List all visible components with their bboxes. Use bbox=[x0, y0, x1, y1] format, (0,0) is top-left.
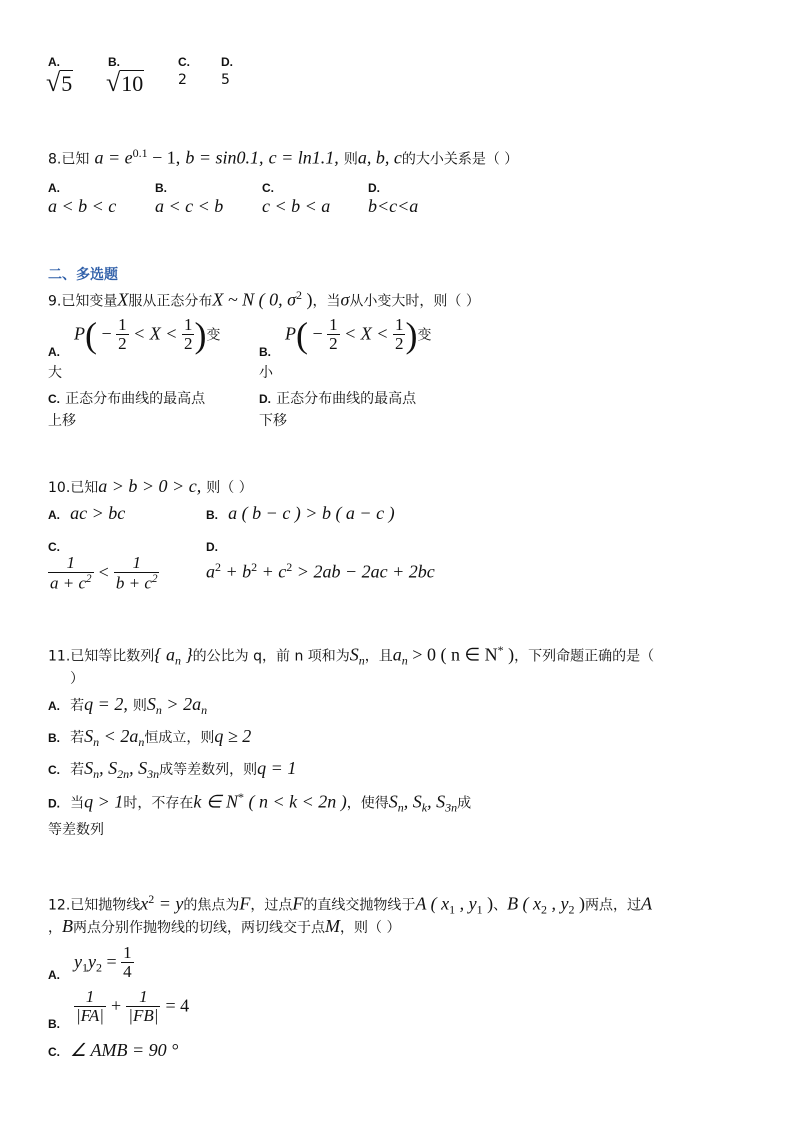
q9-option-c-line2: 上移 bbox=[48, 413, 76, 429]
q10-option-c-value: $\frac{1}{a + c^2}$ < $\frac{1}{b + c^2}$ bbox=[50, 553, 158, 593]
q7-option-b-label: B. bbox=[108, 55, 120, 69]
q9-option-c: C. 正态分布曲线的最高点 bbox=[48, 391, 206, 407]
q8-option-b-label: B. bbox=[155, 181, 167, 195]
q8-option-b-value: a < c < b bbox=[155, 196, 224, 216]
q8-option-c-label: C. bbox=[262, 181, 274, 195]
q10-stem: 10.已知a > b > 0 > c, 则（ ） bbox=[48, 476, 253, 496]
q7-option-a-label: A. bbox=[48, 55, 60, 69]
q9-option-a-suffix: 大 bbox=[48, 365, 62, 381]
q12-option-c: C. ∠ AMB = 90 ° bbox=[48, 1040, 179, 1060]
q7-option-a-value: √5 bbox=[46, 68, 73, 97]
q9-option-d-line2: 下移 bbox=[259, 413, 287, 429]
q12-option-a-label: A. bbox=[48, 968, 60, 982]
q9-option-a-label: A. bbox=[48, 345, 60, 359]
q9-option-a-value: P( − $\frac{1}{2}$ < X < $\frac{1}{2}$ )变 bbox=[74, 314, 221, 355]
q9-option-b-value: P( − $\frac{1}{2}$ < X < $\frac{1}{2}$ )变 bbox=[285, 314, 432, 355]
q7-option-c-label: C. bbox=[178, 55, 190, 69]
q12-option-a-value: $y_1y_2$ = $\frac{1}{4}$ bbox=[74, 943, 132, 981]
q8-option-c-value: c < b < a bbox=[262, 196, 331, 216]
q12-stem: 12.已知抛物线$x^2 = y$的焦点为F，过点F的直线交抛物线于A ( $x_1$ , $y_1$ )、B ( $x_2$ , $y_2$ )两点，过A bbox=[48, 892, 653, 917]
q8-option-a-label: A. bbox=[48, 181, 60, 195]
q7-option-b-value: √10 bbox=[106, 68, 144, 97]
q12-option-b-value: $\frac{1}{|FA|}$ + $\frac{1}{|FB|}$ = 4 bbox=[76, 987, 190, 1025]
q9-option-d: D. 正态分布曲线的最高点 bbox=[259, 391, 417, 407]
q12-option-b-label: B. bbox=[48, 1017, 60, 1031]
q10-option-b: B. a ( b − c ) > b ( a − c ) bbox=[206, 503, 395, 523]
q11-option-a: A. 若q = 2, 则$S_n > 2a_n$ bbox=[48, 694, 208, 718]
q10-option-a: A. ac > bc bbox=[48, 503, 126, 523]
section-title-multiple-choice: 二、多选题 bbox=[48, 267, 118, 283]
q11-option-b: B. 若$S_n < 2a_n$恒成立，则q ≥ 2 bbox=[48, 726, 252, 750]
q10-option-d-label: D. bbox=[206, 540, 218, 554]
q10-option-d-value: $a^2 + b^2 + c^2 > 2ab - 2ac + 2bc$ bbox=[206, 560, 435, 582]
q11-stem-close: ） bbox=[70, 671, 84, 687]
q9-option-b-label: B. bbox=[259, 345, 271, 359]
q11-stem: 11.已知等比数列{ $a_n$ }的公比为 q，前 n 项和为$S_n$，且$a_n > 0$ ( n ∈ N* )，下列命题正确的是（ bbox=[48, 643, 655, 668]
q11-option-d-line2: 等差数列 bbox=[48, 822, 104, 838]
q11-option-d: D. 当q > 1时，不存在k ∈ N* ( n < k < 2n )，使得$S_n$, $S_k$, $S_{3n}$成 bbox=[48, 790, 472, 815]
q8-option-a-value: a < b < c bbox=[48, 196, 117, 216]
q7-option-d-label: D. bbox=[221, 55, 233, 69]
q8-option-d-value: b<c<a bbox=[368, 196, 419, 216]
q12-stem-line2: ，B两点分别作抛物线的切线，两切线交于点M，则（ ） bbox=[48, 916, 401, 936]
q7-option-c-value: 2 bbox=[178, 72, 187, 88]
q8-stem: 8.已知 $a = e^{0.1} - 1$, b = sin0.1, c = ln1.1, 则a, b, c的大小关系是（ ） bbox=[48, 146, 519, 168]
q8-option-d-label: D. bbox=[368, 181, 380, 195]
q9-stem: 9.已知变量X服从正态分布X ~ N ( 0, $\sigma^2$ )，当σ从小变大时，则（ ） bbox=[48, 288, 480, 310]
q9-option-b-suffix: 小 bbox=[259, 365, 273, 381]
q11-option-c: C. 若$S_n$, $S_{2n}$, $S_{3n}$成等差数列，则q = 1 bbox=[48, 758, 297, 782]
q10-option-c-label: C. bbox=[48, 540, 60, 554]
q7-option-d-value: 5 bbox=[221, 72, 230, 88]
